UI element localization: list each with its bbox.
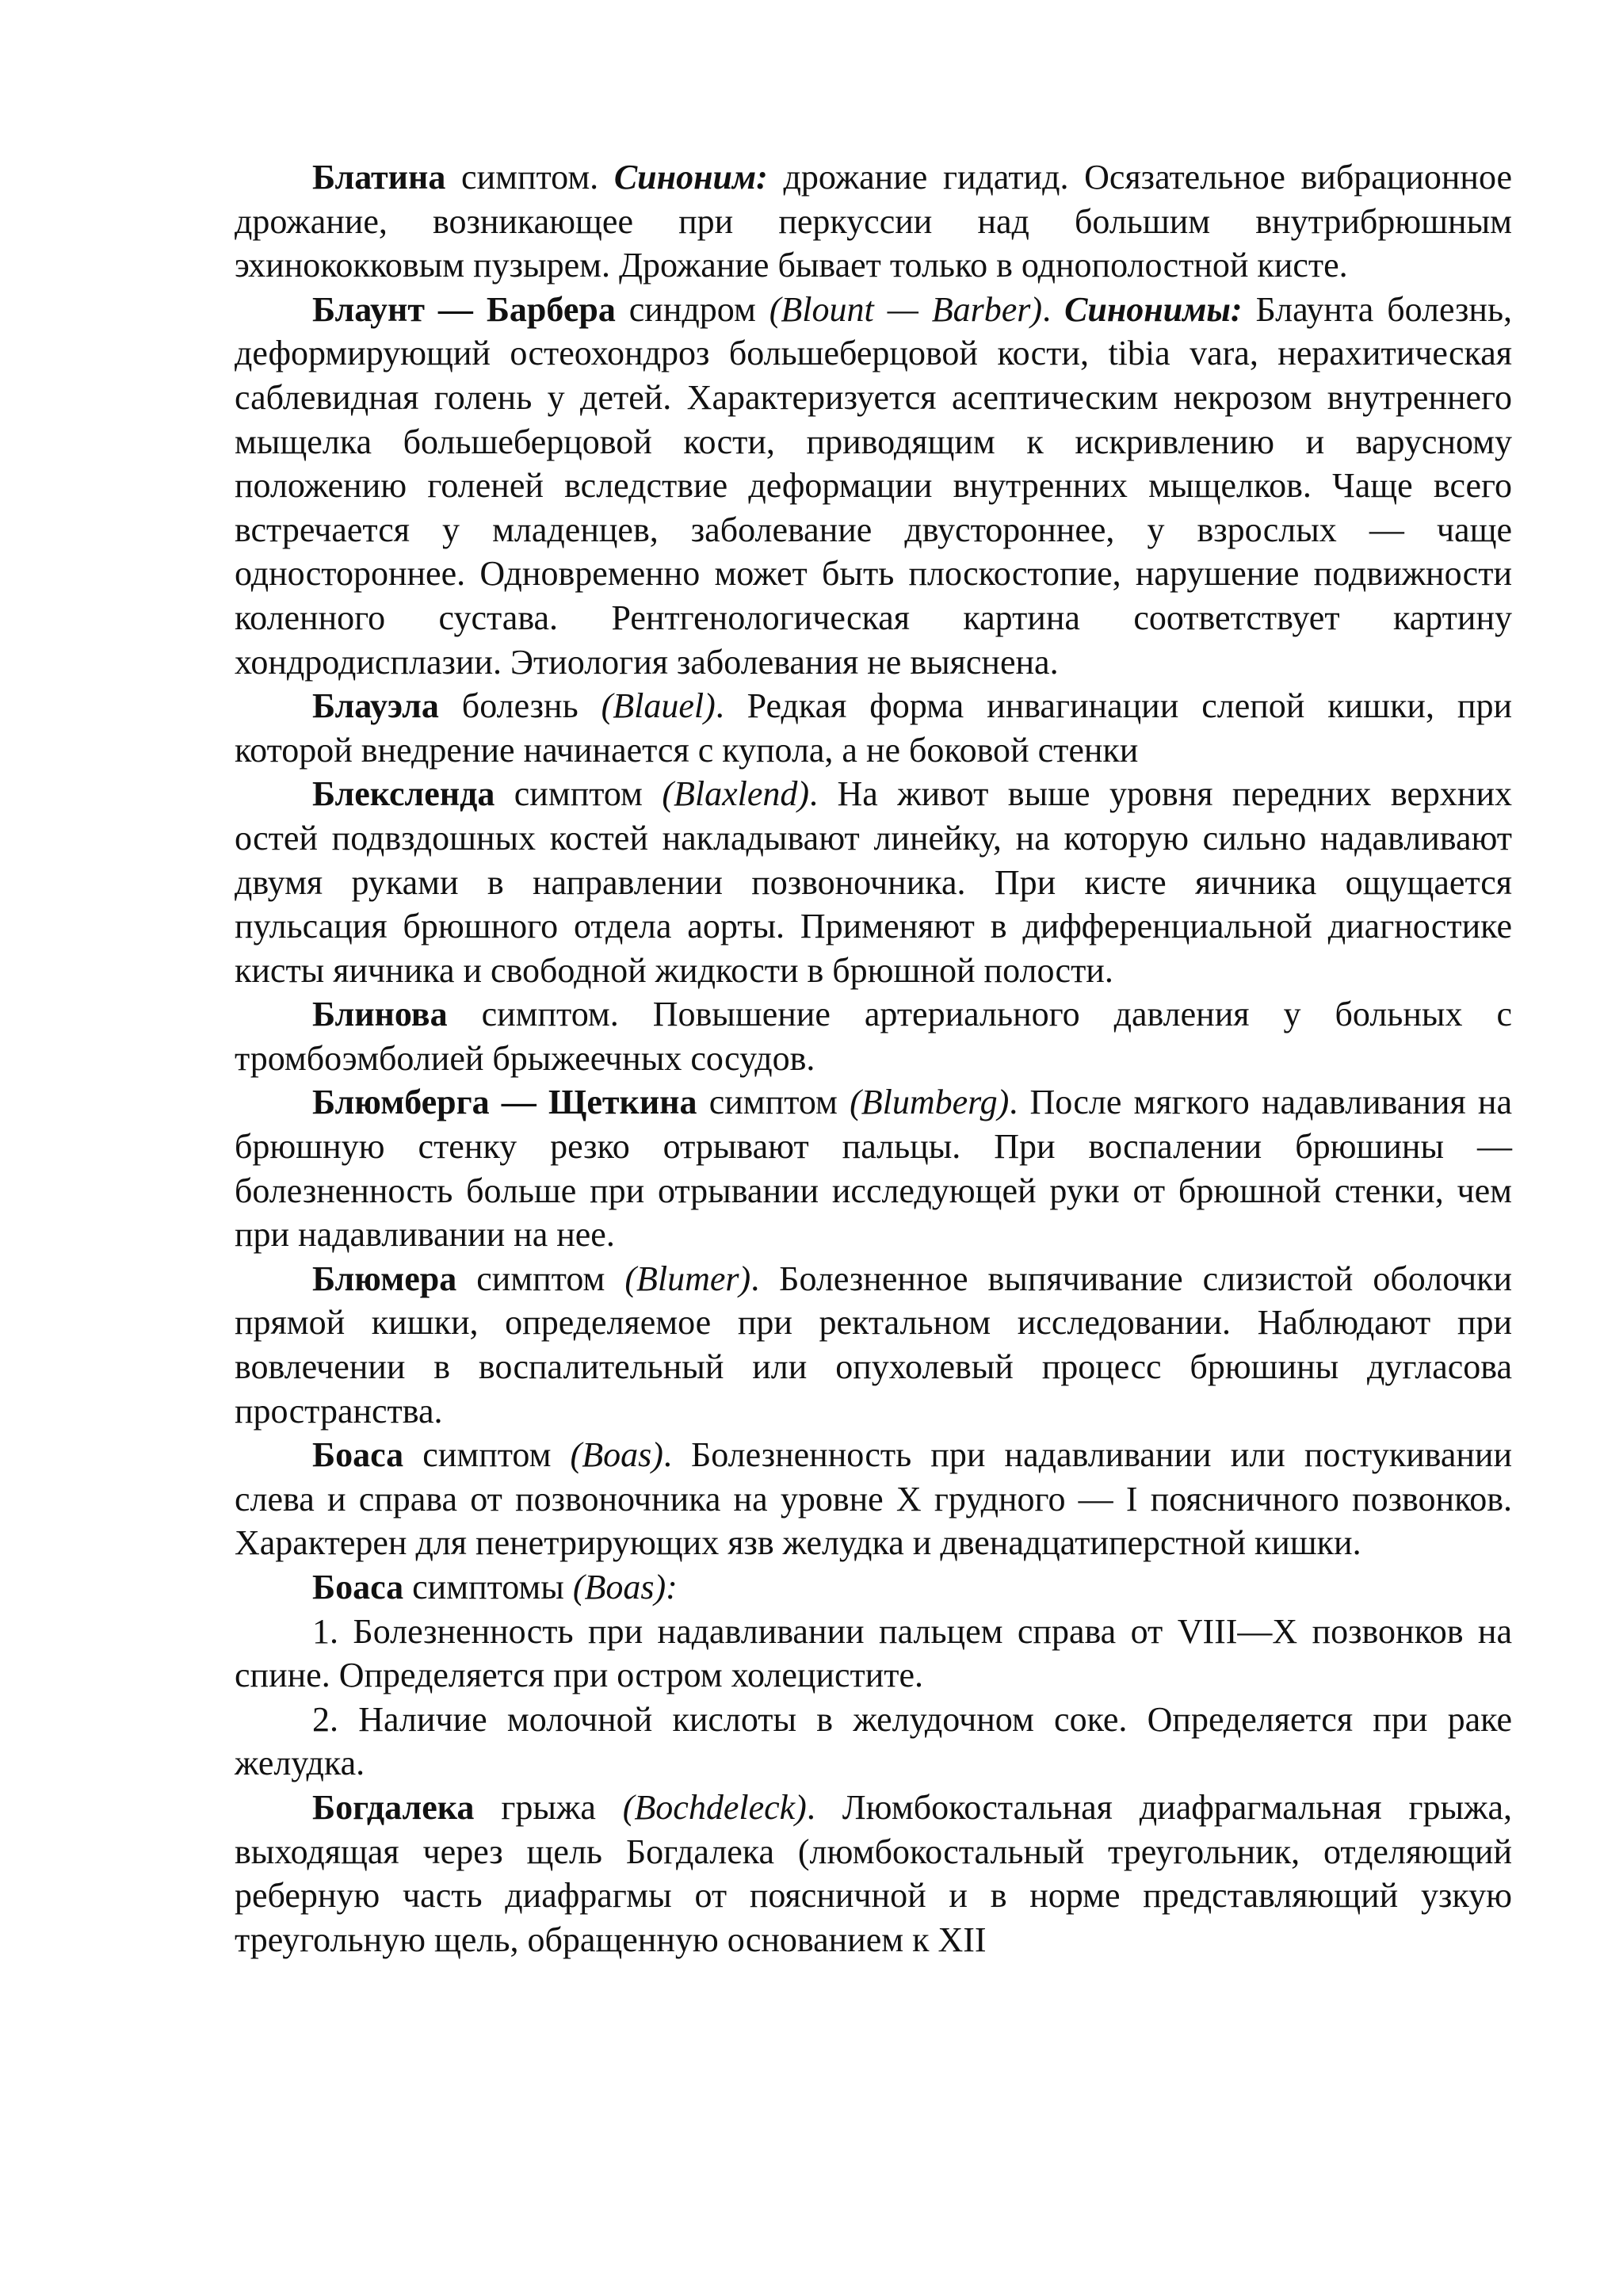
latin-name: (Boas) (570, 1435, 663, 1475)
latin-name: (Boas): (572, 1568, 678, 1606)
entry-boas-symptoms: Боаса симптомы (Boas): (312, 1568, 678, 1606)
entry-term: Блатина (312, 158, 446, 197)
synonym-label: Синоним: (613, 158, 768, 197)
entry-term: Блинова (312, 995, 448, 1034)
latin-name: (Blumer) (624, 1259, 751, 1298)
latin-name: (Blount — Barber) (769, 289, 1043, 329)
document-text (235, 155, 1512, 1962)
list-item: 1. Болезненность при надавливании пальцем справа от VIII—X позвонков на спине. Определяется при остром холецистите. (235, 1611, 1512, 1695)
synonym-label: Синонимы: (1064, 289, 1243, 329)
entry-blinov: Блинова симптом. Повышение артериального давления у больных с тромбоэмболией брыжеечных сосудов. (235, 995, 1512, 1078)
entry-term: Блауэла (312, 686, 439, 726)
entry-term: Блаунт — Барбера (312, 289, 616, 329)
entry-blount-barber: Блаунт — Барбера синдром (Blount — Barber). Синонимы: Блаунта болезнь, деформирующий остеохондроз большеберцовой кости, tibia vara, нерахитическая саблевидная голень у детей. Характеризуется асептическим некрозом внутреннего мыщелка большеберцовой кости, приводящим к искривлению и варусному положению голеней вследствие деформации внутренних мыщелков. Чаще всего встречается у младенцев, заболевание двустороннее, у взрослых — чаще одностороннее. Одновременно может быть плоскостопие, нарушение подвижности коленного сустава. Рентгенологическая картина соответствует картину хондродисплазии. Этиология заболевания не выяснена. (235, 289, 1513, 682)
list-number: 2. (312, 1699, 338, 1739)
entry-term: Блюмера (312, 1259, 457, 1298)
entry-term: Боаса (312, 1435, 404, 1475)
list-number: 1. (312, 1611, 338, 1651)
latin-name: (Blauel) (601, 686, 716, 726)
entry-blumer: Блюмера симптом (Blumer). Болезненное выпячивание слизистой оболочки прямой кишки, определяемое при ректальном исследовании. Наблюдают при вовлечении в воспалительный или опухолевый процесс брюшины дугласова пространства. (235, 1259, 1513, 1431)
entry-bochdaleck: Богдалека грыжа (Bochdeleck). Люмбокостальная диафрагмальная грыжа, выходящая через щель Богдалека (люмбокостальный треугольник, отделяющий реберную часть диафрагмы от поясничной и в норме представляющий узкую треугольную щель, обращенную основанием к XII (235, 1787, 1512, 1959)
entry-blauel: Блауэла болезнь (Blauel). Редкая форма инвагинации слепой кишки, при которой внедрение начинается с купола, а не боковой стенки (235, 686, 1512, 770)
latin-name: (Blumberg) (850, 1083, 1010, 1122)
entry-term: Блюмберга — Щеткина (312, 1083, 697, 1122)
latin-name: (Blaxlend) (662, 774, 810, 814)
entry-term: Боаса (312, 1568, 404, 1606)
entry-blaxlend: Блексленда симптом (Blaxlend). На живот выше уровня передних верхних остей подвздошных костей накладывают линейку, на которую сильно надавливают двумя руками в направлении позвоночника. При кисте яичника ощущается пульсация брюшного отдела аорты. Применяют в дифференциальной диагностике кисты яичника и свободной жидкости в брюшной полости. (235, 774, 1512, 990)
entry-blumberg: Блюмберга — Щеткина симптом (Blumberg). После мягкого надавливания на брюшную стенку резко отрывают пальцы. При воспалении брюшины — болезненность больше при отрывании исследующей руки от брюшной стенки, чем при надавливании на нее. (235, 1083, 1513, 1255)
entry-boas: Боаса симптом (Boas). Болезненность при надавливании или постукивании слева и справа от позвоночника на уровне X грудного — I поясничного позвонков. Характерен для пенетрирующих язв желудка и двенадцатиперстной кишки. (235, 1435, 1512, 1563)
entry-term: Блексленда (312, 774, 495, 814)
entry-term: Богдалека (312, 1787, 475, 1827)
entry-blatin: Блатина симптом. Синоним: дрожание гидатид. Осязательное вибрационное дрожание, возникающее при перкуссии над большим внутрибрюшным эхинококковым пузырем. Дрожание бывает только в однополостной кисте. (235, 158, 1513, 285)
latin-name: (Bochdeleck) (622, 1787, 807, 1827)
list-item: 2. Наличие молочной кислоты в желудочном соке. Определяется при раке желудка. (235, 1699, 1512, 1783)
